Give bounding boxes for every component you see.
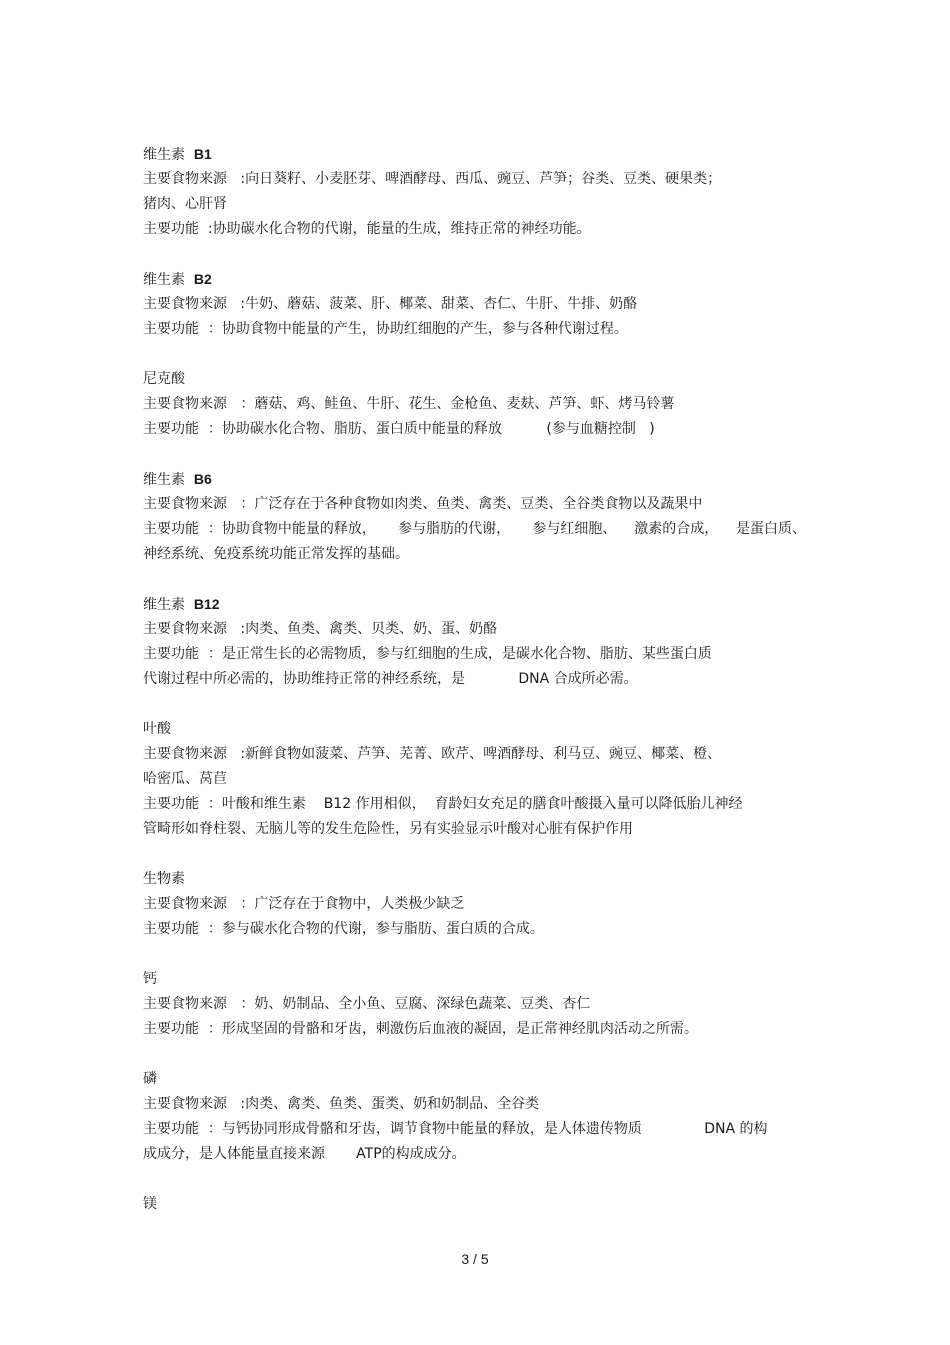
text-line: 代谢过程中所必需的，协助维持正常的神经系统，是 DNA 合成所必需。 xyxy=(143,671,638,687)
section-title: 叶酸 xyxy=(143,721,171,737)
text-line: 主要功能 ：参与碳水化合物的代谢，参与脂肪、蛋白质的合成。 xyxy=(143,921,544,937)
section-vitamin-b6 xyxy=(143,467,813,567)
text-line: 成成分，是人体能量直接来源 ATP的构成成分。 xyxy=(143,1146,466,1162)
text-line: 主要食物来源 :肉类、禽类、鱼类、蛋类、奶和奶制品、全谷类 xyxy=(143,1096,540,1112)
section-niacin xyxy=(143,367,813,442)
section-title xyxy=(143,267,813,292)
section-title-text: 维生素 xyxy=(143,472,185,488)
section-title-latin: B2 xyxy=(193,271,212,287)
text-line: 主要食物来源 ：蘑菇、鸡、鲑鱼、牛肝、花生、金枪鱼、麦麸、芦笋、虾、烤马铃薯 xyxy=(143,396,675,412)
section-phosphorus xyxy=(143,1067,813,1167)
section-vitamin-b12 xyxy=(143,592,813,692)
section-vitamin-b2 xyxy=(143,267,813,342)
text-line: 主要功能 ：协助食物中能量的释放， 参与脂肪的代谢， 参与红细胞、 激素的合成， 是蛋白质、 xyxy=(143,521,807,537)
text-line: 主要功能 ：与钙协同形成骨骼和牙齿，调节食物中能量的释放，是人体遗传物质 DNA 的构 xyxy=(143,1121,768,1137)
text-line: 哈密瓜、莴苣 xyxy=(143,771,227,787)
text-line: 管畸形如脊柱裂、无脑儿等的发生危险性，另有实验显示叶酸对心脏有保护作用 xyxy=(143,821,633,837)
section-calcium xyxy=(143,967,813,1042)
text-line: 主要食物来源 ：广泛存在于食物中，人类极少缺乏 xyxy=(143,896,465,912)
text-line: 神经系统、免疫系统功能正常发挥的基础。 xyxy=(143,546,409,562)
text-line: 主要食物来源 ：广泛存在于各种食物如肉类、鱼类、禽类、豆类、全谷类食物以及蔬果中 xyxy=(143,496,703,512)
page-number: 3 / 5 xyxy=(461,1251,489,1267)
text-line: 主要功能 ：是正常生长的必需物质，参与红细胞的生成，是碳水化合物、脂肪、某些蛋白质 xyxy=(143,646,712,662)
section-title-text: 维生素 xyxy=(143,597,185,613)
section-title xyxy=(143,592,813,617)
section-title: 尼克酸 xyxy=(143,371,185,387)
section-title-text: 维生素 xyxy=(143,272,185,288)
section-folic-acid xyxy=(143,717,813,842)
section-biotin xyxy=(143,867,813,942)
text-line: 主要食物来源 ：奶、奶制品、全小鱼、豆腐、深绿色蔬菜、豆类、杏仁 xyxy=(143,996,591,1012)
text-line: 主要功能 :协助碳水化合物的代谢，能量的生成，维持正常的神经功能。 xyxy=(143,221,591,237)
text-line: 主要食物来源 :牛奶、蘑菇、菠菜、肝、椰菜、甜菜、杏仁、牛肝、牛排、奶酪 xyxy=(143,296,638,312)
text-line: 主要食物来源 :肉类、鱼类、禽类、贝类、奶、蛋、奶酪 xyxy=(143,621,498,637)
section-title xyxy=(143,467,813,492)
section-title-latin: B12 xyxy=(193,596,220,612)
section-vitamin-b1 xyxy=(143,142,813,242)
text-line: 主要功能 ：叶酸和维生素 B12 作用相似， 育龄妇女充足的膳食叶酸摄入量可以降低胎儿神经 xyxy=(143,796,743,812)
section-title: 钙 xyxy=(143,971,157,987)
text-line: 主要功能 ：形成坚固的骨骼和牙齿，刺激伤后血液的凝固，是正常神经肌肉活动之所需。 xyxy=(143,1021,698,1037)
section-title-latin: B1 xyxy=(193,146,212,162)
section-title-latin: B6 xyxy=(193,471,212,487)
text-line: 主要功能 ：协助食物中能量的产生，协助红细胞的产生，参与各种代谢过程。 xyxy=(143,321,628,337)
section-title: 镁 xyxy=(143,1196,157,1212)
text-line: 主要食物来源 :新鲜食物如菠菜、芦笋、芜菁、欧芹、啤酒酵母、利马豆、豌豆、椰菜、橙、 xyxy=(143,746,722,762)
section-title xyxy=(143,142,813,167)
section-title-text: 维生素 xyxy=(143,147,185,163)
text-line: 主要食物来源 :向日葵籽、小麦胚芽、啤酒酵母、西瓜、豌豆、芦笋；谷类、豆类、硬果类； xyxy=(143,171,722,187)
text-line: 主要功能 ：协助碳水化合物、脂肪、蛋白质中能量的释放 (参与血糖控制 ) xyxy=(143,421,655,437)
document-body xyxy=(143,142,813,1242)
section-title: 磷 xyxy=(143,1071,157,1087)
section-magnesium xyxy=(143,1192,813,1217)
section-title: 生物素 xyxy=(143,871,185,887)
text-line: 猪肉、心肝肾 xyxy=(143,196,227,212)
